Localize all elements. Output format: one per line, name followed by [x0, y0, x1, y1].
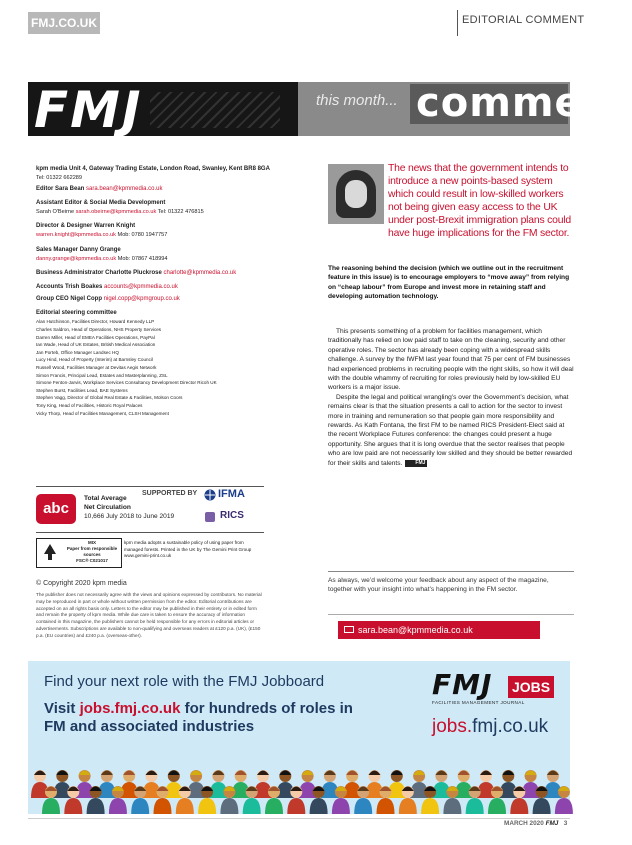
assistant-label: Assistant Editor & Social Media Development [36, 199, 166, 206]
editor-credit [36, 184, 264, 194]
steering-member: Jan Porteb, Office Manager Landsec HQ [36, 349, 119, 355]
crowd-figure-hair [547, 771, 559, 776]
crowd-figure-body [488, 798, 506, 814]
accounts-label: Accounts Trish Boakes [36, 284, 105, 291]
steering-member: Simone Fenton-Jarvis, Workplace Services Consultancy Development Director Ricoh UK [36, 380, 217, 386]
designer-contact [36, 231, 264, 241]
envelope-icon [344, 626, 354, 633]
crowd-figure-hair [502, 771, 514, 776]
editor-photo-face [345, 180, 367, 208]
sales-contact [36, 255, 264, 265]
crowd-figure-hair [369, 771, 381, 776]
crowd-figure-hair [346, 771, 358, 776]
crowd-figure-body [466, 798, 484, 814]
crowd-figure-hair [235, 771, 247, 776]
crowd-figure-hair [391, 771, 403, 776]
designer-mob: Mob: 0780 1947757 [115, 232, 168, 239]
ceo-label: Group CEO Nigel Copp [36, 296, 104, 303]
crowd-figure-hair [146, 771, 158, 776]
feedback-invite: As always, we’d welcome your feedback about any aspect of the magazine, together with your insight into what’s happening in the FM sector. [328, 577, 549, 594]
fsc-paper: Paper from responsible sources [66, 546, 118, 557]
crowd-figure-hair [34, 771, 46, 776]
abc-logo: abc [36, 494, 76, 524]
crowd-figure-hair [480, 771, 492, 776]
jobboard-title: Find your next role with the FMJ Jobboard [44, 673, 325, 690]
crowd-figure-hair [257, 771, 269, 776]
article-paragraph-final [328, 393, 574, 468]
crowd-figure-hair [525, 771, 537, 776]
admin-label: Business Administrator Charlotte Pluckrose [36, 270, 164, 277]
steering-member: Tony King, Head of Facilities, Historic Royal Palaces [36, 402, 143, 408]
editor-label: Editor Sara Bean [36, 185, 87, 192]
publisher-address: kpm media Unit 4, Gateway Trading Estate, London Road, Swanley, Kent BR8 8GA [36, 166, 270, 172]
fsc-tree-icon [40, 542, 60, 562]
sales-label: Sales Manager Danny Grange [36, 246, 121, 253]
circulation-info [84, 494, 174, 521]
assistant-name: Sarah O'Beirne [36, 208, 76, 215]
rics-logo: RICS [220, 510, 244, 521]
crowd-figure-body [87, 798, 105, 814]
crowd-illustration [28, 754, 570, 814]
masthead-kicker: this month... [316, 92, 398, 109]
assistant-email-link[interactable]: sarah.obeirne@kpmmedia.co.uk [75, 208, 157, 215]
crowd-figure-body [131, 798, 149, 814]
jobs-logo-badge: JOBS [508, 676, 554, 698]
crowd-figure-body [220, 798, 238, 814]
ifma-logo: IFMA [218, 488, 245, 500]
crowd-figure-body [154, 798, 172, 814]
footer-rule [28, 818, 570, 819]
article-body [328, 327, 574, 468]
crowd-figure-hair [413, 771, 425, 776]
crowd-figure-body [510, 798, 528, 814]
crowd-figure-hair [56, 771, 68, 776]
feedback-divider [328, 614, 574, 615]
supported-by-label: SUPPORTED BY [142, 490, 198, 497]
crowd-figure-hair [190, 771, 202, 776]
article-intro: The news that the government intends to introduce a new points-based system which could result in low-skilled workers not being given easy access to the UK under post-Brexit immigration plans could have huge implications for the FM sector. [388, 163, 571, 239]
site-tab[interactable]: FMJ.CO.UK [28, 12, 100, 34]
steering-member: Stephen Vagg, Director of Global Real Estate & Facilities, Molson Coors [36, 395, 183, 401]
section-label: EDITORIAL COMMENT [462, 14, 585, 26]
crowd-figure-body [176, 798, 194, 814]
circulation-line: Net Circulation [84, 504, 131, 511]
crowd-figure-body [42, 798, 60, 814]
article-divider [328, 571, 574, 572]
article-paragraph-text: Despite the legal and political wrangling’s over the Government’s decision, what remains clear is that the situation presents a call to action for the sector to invest more in training and remuneration so that people gain more responsibility and rewards. As Kath Fontana, the first FM to be named RICS President-Elect said at the recent Workplace Futures conference: the changes could present a huge opportunity. She argues that it is long overdue that the sector realises that people who are low paid are not necessarily low skilled and they should be better rewarded for their skills and talents. [328, 393, 573, 467]
assistant-tel: Tel: 01322 476815 [156, 208, 204, 215]
admin-email-link[interactable]: charlotte@kpmmedia.co.uk [163, 270, 237, 277]
fsc-text [66, 540, 118, 564]
copyright: © Copyright 2020 kpm media [36, 580, 127, 587]
crowd-figure-hair [324, 771, 336, 776]
crowd-figure-body [64, 798, 82, 814]
crowd-figure-hair [458, 771, 470, 776]
crowd-figure-hair [212, 771, 224, 776]
footer-date: MARCH 2020 [504, 820, 546, 827]
jobboard-url[interactable] [432, 716, 548, 738]
disclaimer: The publisher does not necessarily agree with the views and opinions expressed by contributors. No material may be reproduced in part or whole without written permission from the editor. Editorial contributions are accepted on an all rights basis only. Letters to the editor may be published in their entirety or in edited form and remain the property of kpm media. While due care is taken to ensure the accuracy of information contained in this magazine, the publishers cannot be held responsible for any errors in editorial articles or advertisements. Subscriptions are available to non-qualifying and overseas readers at £120 p.a. (UK), (£150 p.a. (EU countries) and £240 p.a. (overseas-other). [36, 592, 262, 638]
circulation-line: Total Average [84, 495, 127, 502]
ifma-globe-icon [204, 488, 216, 500]
abc-divider [36, 486, 264, 487]
masthead-stripes [150, 92, 280, 128]
masthead-title: comment [416, 80, 632, 126]
crowd-figure-body [198, 798, 216, 814]
crowd-figure-body [377, 798, 395, 814]
steering-member: Ian Wade, Head of UK Estates, British Medical Association [36, 342, 156, 348]
article-lead: The reasoning behind the decision (which we outline out in the recruitment feature in this issue) is to encourage employers to “move away” from relying on “cheap labour” from Europe and invest more in retaining staff and developing automation technology. [328, 265, 570, 301]
crowd-figure-hair [79, 771, 91, 776]
crowd-figure-body [109, 798, 127, 814]
left-divider [36, 532, 264, 533]
email-editor-label[interactable]: sara.bean@kpmmedia.co.uk [358, 625, 473, 635]
crowd-figure-body [287, 798, 305, 814]
publisher-tel: Tel: 01322 662289 [36, 175, 83, 181]
steering-member: Vicky Thorp, Head of Facilities Management, CLSH Management [36, 410, 169, 416]
accounts-email-link[interactable]: accounts@kpmmedia.co.uk [104, 284, 178, 291]
crowd-figure-body [243, 798, 261, 814]
steering-member: Darren Miller, Head of EMEA Facilities Operations, PayPal [36, 334, 155, 340]
jobboard-link[interactable]: jobs.fmj.co.uk [79, 700, 181, 717]
sales-email-link[interactable]: danny.grange@kpmmedia.co.uk [36, 255, 117, 262]
assistant-credit [36, 208, 264, 218]
circulation-figure: 10,666 July 2018 to June 2019 [84, 513, 175, 520]
jobboard-url-prefix: jobs. [432, 716, 473, 737]
credits-column [36, 164, 270, 417]
steering-member: Lucy Hind, Head of Property (Interim) at Barnsley Council [36, 357, 153, 363]
crowd-figure-hair [302, 771, 314, 776]
crowd-figure-hair [123, 771, 135, 776]
crowd-figure-hair [435, 771, 447, 776]
steering-member: Charles Saldron, Head of Operations, NHS Property Services [36, 326, 162, 332]
steering-member: Russell Wood, Facilities Manager at Devitas Aegis Network [36, 364, 157, 370]
crowd-figure-hair [168, 771, 180, 776]
jobboard-cta-prefix: Visit [44, 700, 80, 717]
steering-member: Alan Hutchinson, Facilities Director, Howard Kennedy LLP [36, 319, 155, 325]
jobboard-cta-suffix: for hundreds of roles in FM and associated industries [44, 700, 353, 735]
accounts-credit [36, 282, 264, 292]
crowd-figure-body [332, 798, 350, 814]
jobs-logo-fmj: FMJ [432, 668, 493, 701]
crowd-figure-body [533, 798, 551, 814]
ceo-email-link[interactable]: nigel.copp@kpmgroup.co.uk [103, 296, 180, 303]
admin-credit [36, 268, 264, 278]
crowd-figure-body [421, 798, 439, 814]
editor-email-link[interactable]: sara.bean@kpmmedia.co.uk [86, 185, 163, 192]
crowd-figure-body [265, 798, 283, 814]
page-number: 3 [563, 820, 568, 827]
designer-label: Director & Designer Warren Knight [36, 223, 136, 230]
crowd-figure-body [555, 798, 573, 814]
page-footer [504, 820, 567, 827]
crowd-figure-body [354, 798, 372, 814]
masthead-logo: FMJ [34, 81, 143, 139]
steering-member: Stephen Burst, Facilities Lead, BAE Systems [36, 387, 128, 393]
rics-crest-icon [204, 510, 216, 522]
designer-email-link[interactable]: warren.knight@kpmmedia.co.uk [36, 232, 116, 239]
jobboard-url-domain: fmj.co.uk [472, 716, 549, 737]
crowd-figure-body [443, 798, 461, 814]
crowd-figure-hair [279, 771, 291, 776]
end-mark: FMJ [405, 460, 427, 467]
fsc-code: FSC® C021017 [76, 558, 108, 563]
steering-title: Editorial steering committee [36, 310, 117, 317]
fsc-mix: MIX [87, 540, 96, 545]
footer-brand: FMJ [545, 820, 559, 827]
sustainability-note: kpm media adopts a sustainable policy of using paper from managed forests. Printed in the UK by The Gemini Print Group www.gemini-print.co.uk [124, 540, 252, 559]
jobboard-cta [44, 700, 364, 736]
sales-mob: Mob: 07867 418994 [116, 255, 168, 262]
header-divider [457, 10, 458, 36]
ceo-credit [36, 294, 264, 304]
crowd-figure-body [310, 798, 328, 814]
crowd-figure-hair [101, 771, 113, 776]
crowd-figure-body [399, 798, 417, 814]
jobs-logo-tagline: FACILITIES MANAGEMENT JOURNAL [432, 700, 525, 705]
article-paragraph: This presents something of a problem for facilities management, which traditionally has relied on low paid staff to take on the cleaning, security and other operative roles. The sector has already been coping with a widespread skills challenge. A survey by the IWFM last year found that 75 per cent of FM businesses had experienced problems in recruiting people with the right skills, so how it will deal with the double whammy of recruiting for roles previously held by low-skilled EU workers is a major issue. [328, 328, 574, 392]
steering-member: Simon Francis, Principal Lead, Estates and Masterplanning, ZSL [36, 372, 168, 378]
